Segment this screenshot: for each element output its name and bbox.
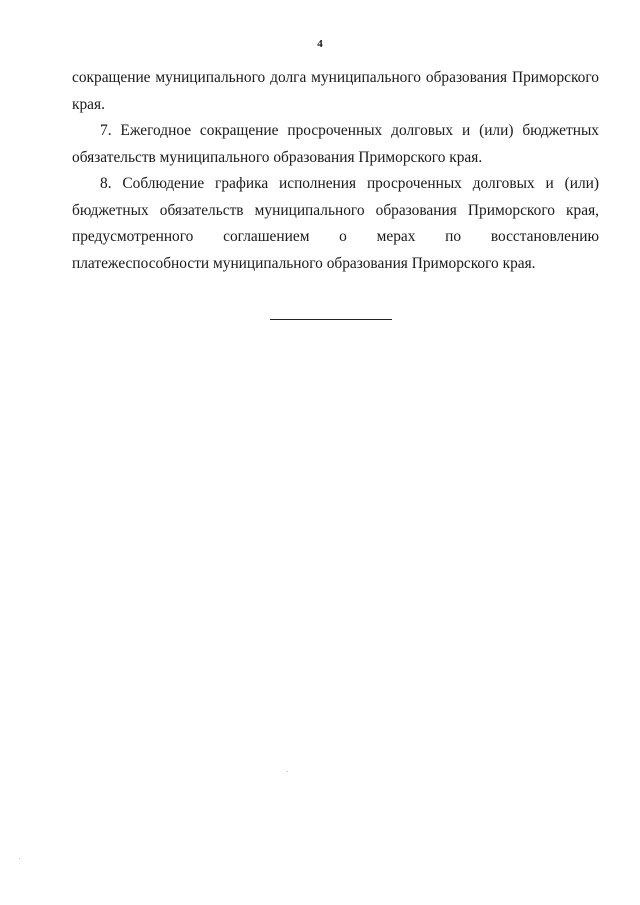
closing-divider-line xyxy=(270,319,392,320)
paragraph-item-7: 7. Ежегодное сокращение просроченных долговых и (или) бюджетных обязательств муниципального образования Приморского края. xyxy=(72,122,599,166)
document-body xyxy=(72,65,599,277)
paragraph-continuation: сокращение муниципального долга муниципального образования Приморского края. xyxy=(72,69,599,113)
scan-speck xyxy=(287,771,288,772)
paragraph-item-8: 8. Соблюдение графика исполнения просроченных долговых и (или) бюджетных обязательств муниципального образования Приморского края, предусмотренного соглашением о мерах по восстановлению платежеспособности муниципального образования Приморского края. xyxy=(72,175,599,272)
page-number: 4 xyxy=(317,38,323,50)
scan-speck xyxy=(19,858,20,859)
